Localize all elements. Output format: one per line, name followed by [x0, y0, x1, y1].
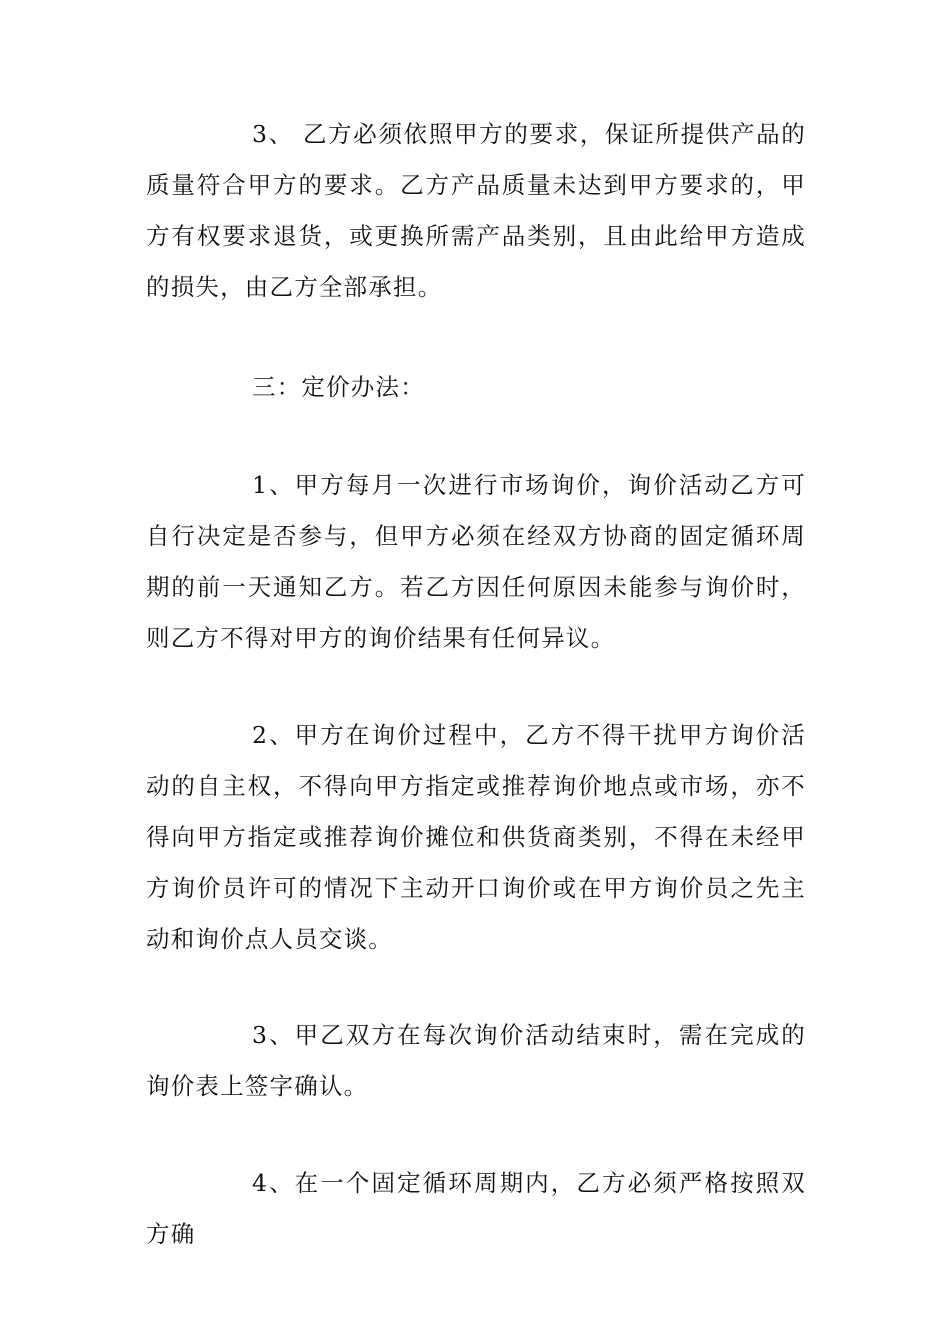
clause-monthly-price-inquiry: 1、甲方每月一次进行市场询价，询价活动乙方可自行决定是否参与，但甲方必须在经双方协商的固定循环周期的前一天通知乙方。若乙方因任何原因未能参与询价时，则乙方不得对甲方的询价结果有任何异议。 — [146, 471, 806, 652]
clause-fixed-cycle: 4、在一个固定循环周期内，乙方必须严格按照双方确 — [146, 1169, 806, 1248]
clause-no-interference: 2、甲方在询价过程中，乙方不得干扰甲方询价活动的自主权，不得向甲方指定或推荐询价地点或市场，亦不得向甲方指定或推荐询价摊位和供货商类别，不得在未经甲方询价员许可的情况下主动开口询价或在甲方询价员之先主动和询价点人员交谈。 — [146, 721, 806, 953]
clause-quality-requirement: 3、 乙方必须依照甲方的要求，保证所提供产品的质量符合甲方的要求。乙方产品质量未达到甲方要求的，甲方有权要求退货，或更换所需产品类别，且由此给甲方造成的损失，由乙方全部承担。 — [146, 120, 806, 301]
section-heading-pricing-method: 三：定价办法： — [252, 373, 425, 401]
clause-sign-confirmation: 3、甲乙双方在每次询价活动结束时，需在完成的询价表上签字确认。 — [146, 1021, 806, 1100]
